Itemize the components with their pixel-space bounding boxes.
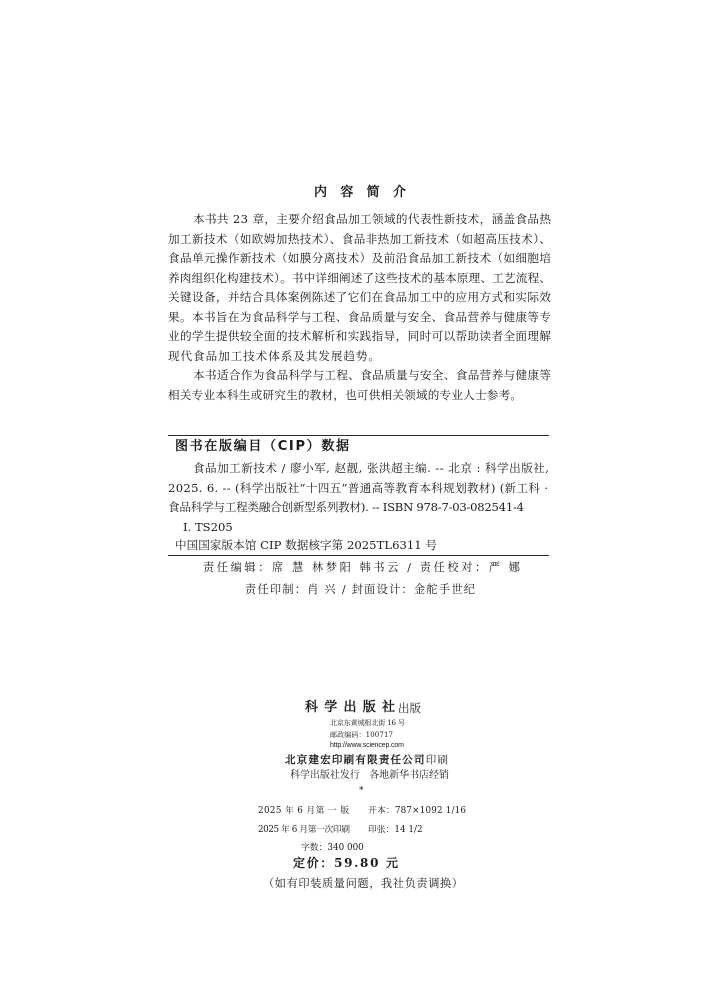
cip-line: 食品加工新技术 / 廖小军, 赵靓, 张洪超主编. -- 北京 : 科学出版社, [193, 460, 550, 475]
quality-notice: （如有印装质量问题，我社负责调换） [263, 877, 464, 890]
credits-editors: 责任编辑：席 慧 林梦阳 韩书云 / 责任校对：严 娜 [203, 561, 523, 574]
summary-line: 养肉组织化构建技术）。书中详细阐述了这些技术的基本原理、工艺流程、 [168, 270, 552, 285]
cip-heading: 图书在版编目（CIP）数据 [175, 439, 351, 454]
summary-line: 关键设备，并结合具体案例陈述了它们在食品加工中的应用方式和实际效 [168, 290, 552, 304]
summary-line: 业的学生提供较全面的技术解析和实践指导，同时可以帮助读者全面理解 [168, 329, 552, 343]
printer-name: 北京建宏印刷有限责任公司 [285, 754, 426, 766]
publisher-logo: 科学出版社 [305, 700, 402, 715]
credits-production: 责任印制：肖 兴 / 封面设计：金舵手世纪 [245, 583, 477, 596]
summary-line: 现代食品加工技术体系及其发展趋势。 [168, 348, 381, 363]
distribution-line: 科学出版社发行 各地新华书店经销 [290, 770, 449, 781]
format-info: 开本：787×1092 1/16 [368, 806, 467, 816]
sheets-info: 印张：14 1/2 [368, 825, 423, 835]
printer-line [285, 753, 448, 767]
summary-title: 内 容 简 介 [314, 185, 411, 200]
cip-record-number: 中国国家版本馆 CIP 数据核字第 2025TL6311 号 [175, 538, 438, 552]
summary-line: 本书适合作为食品科学与工程、食品质量与安全、食品营养与健康等 [193, 368, 552, 382]
word-count: 字数：340 000 [301, 843, 364, 853]
publisher-website: http://www.sciencep.com [330, 742, 404, 749]
summary-line: 果。本书旨在为食品科学与工程、食品质量与安全、食品营养与健康等专 [168, 309, 552, 324]
summary-line: 本书共 23 章，主要介绍食品加工领域的代表性新技术，涵盖食品热 [193, 212, 552, 226]
publisher-address: 北京东黄城根北街 16 号 [330, 719, 405, 727]
summary-line: 相关专业本科生或研究生的教材，也可供相关领域的专业人士参考。 [168, 387, 523, 402]
price: 定价：59.80 元 [293, 856, 400, 870]
cip-line: 2025. 6. -- (科学出版社“十四五”普通高等教育本科规划教材) (新工科 · [168, 480, 549, 495]
summary-line: 食品单元操作新技术（如膜分离技术）及前沿食品加工新技术（如细胞培 [168, 251, 552, 265]
summary-line: 加工新技术（如欧姆加热技术）、食品非热加工新技术（如超高压技术）、 [168, 231, 552, 246]
printer-suffix: 印刷 [425, 754, 450, 766]
cip-classification: Ⅰ. TS205 [183, 519, 233, 534]
cip-line: 食品科学与工程类融合创新型系列教材). -- ISBN 978-7-03-082541-4 [168, 500, 524, 514]
cip-top-rule [168, 435, 549, 436]
cip-bottom-rule [168, 555, 549, 556]
separator-asterisk: * [359, 786, 364, 796]
postal-code: 邮政编码：100717 [330, 731, 394, 739]
printing-info: 2025 年 6 月第一次印刷 [258, 825, 350, 835]
publisher-suffix: 出版 [398, 701, 421, 715]
edition-info: 2025 年 6 月第 一 版 [258, 806, 350, 816]
